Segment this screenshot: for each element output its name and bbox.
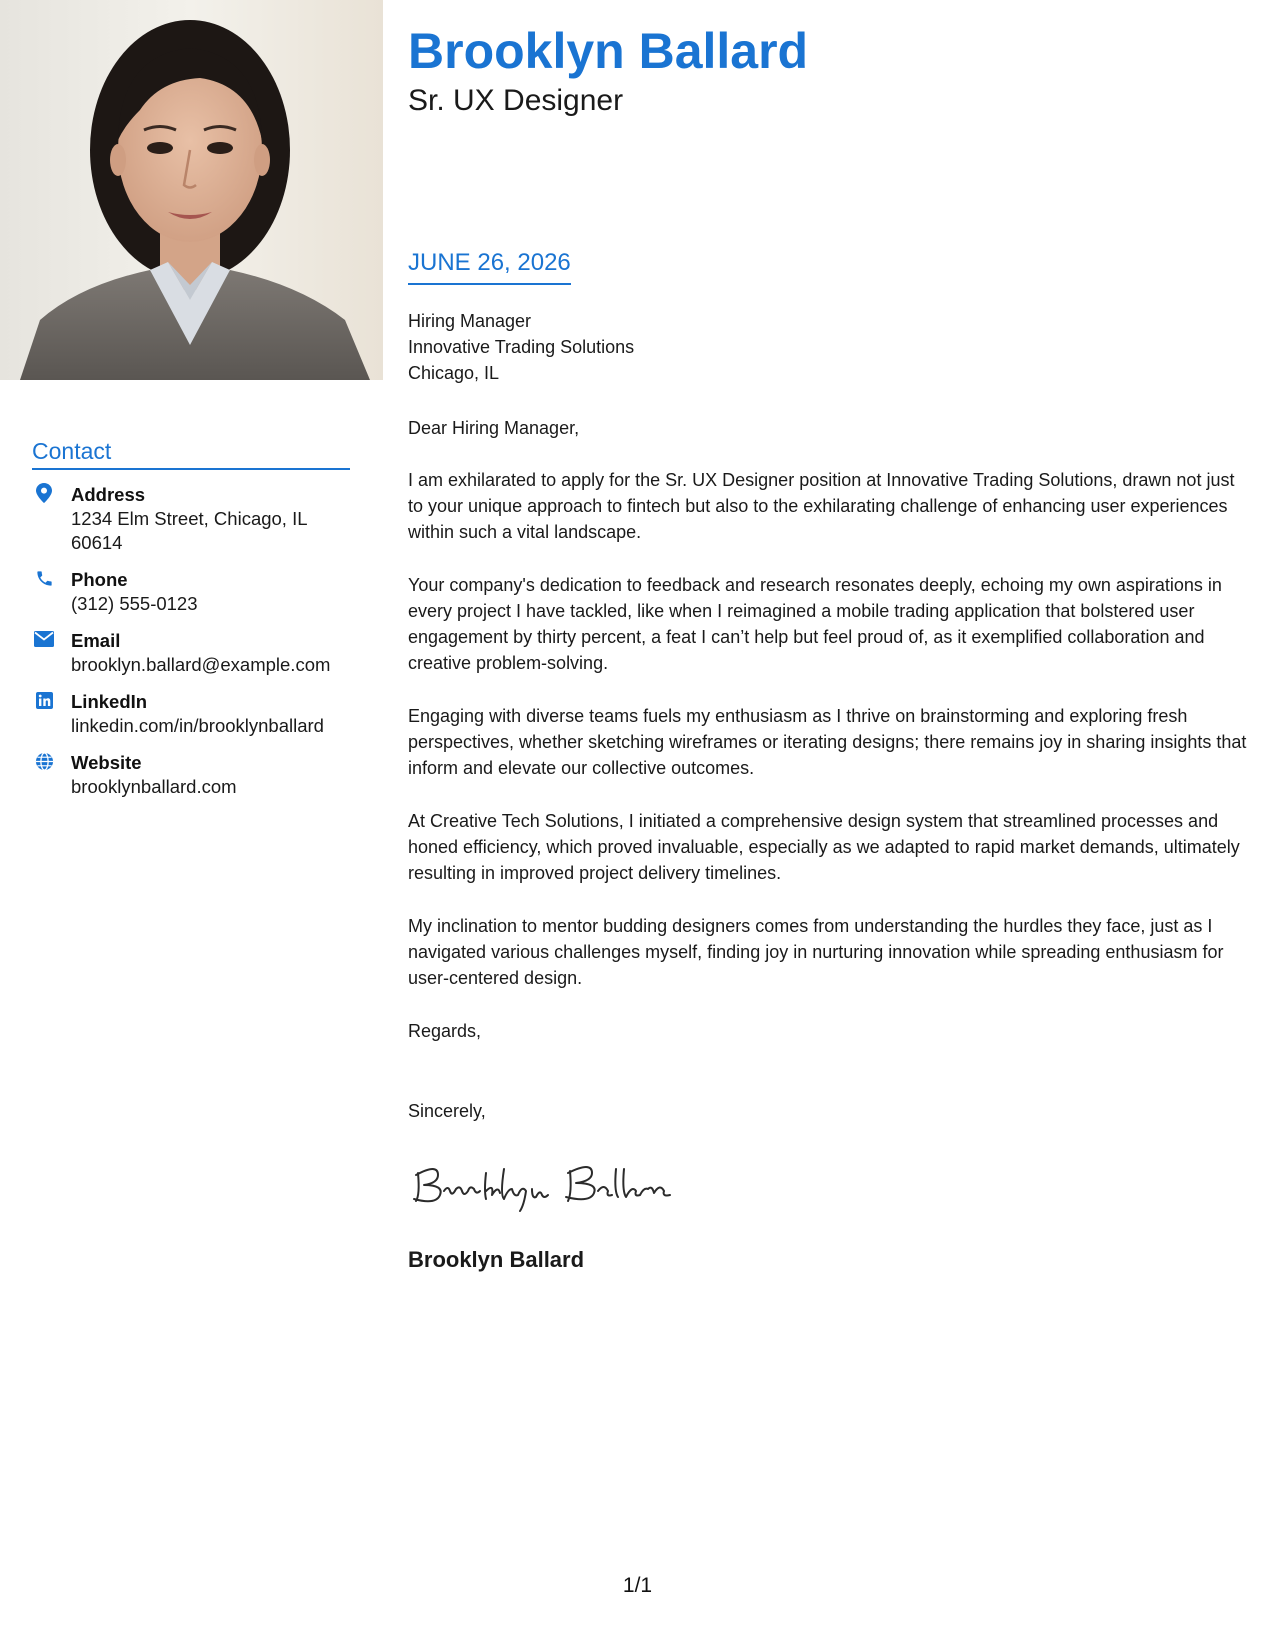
- recipient-line: Innovative Trading Solutions: [408, 337, 635, 357]
- address-value: 1234 Elm Street, Chicago, IL 60614: [71, 508, 307, 553]
- linkedin-icon: [34, 690, 54, 710]
- contact-heading: Contact: [32, 436, 350, 470]
- website-label: Website: [71, 752, 142, 773]
- contact-item-email: [32, 628, 362, 677]
- map-pin-icon: [34, 483, 54, 503]
- contact-list: [32, 482, 362, 811]
- salutation: Dear Hiring Manager,: [408, 418, 580, 438]
- letter-paragraph: My inclination to mentor budding designers comes from understanding the hurdles they face, just as I navigated various challenges myself, finding joy in nurturing innovation while spreading enthusiasm for user-centered design.: [408, 916, 1224, 988]
- applicant-title: Sr. UX Designer: [408, 84, 624, 117]
- closing: Regards,: [408, 1021, 482, 1041]
- sidebar: [0, 0, 383, 1650]
- phone-label: Phone: [71, 569, 128, 590]
- profile-photo: [0, 0, 383, 380]
- letter-paragraph: At Creative Tech Solutions, I initiated a comprehensive design system that streamlined processes and honed efficiency, which proved invaluable, especially as we adapted to rapid market demands, ultimately resulting in improved project delivery timelines.: [408, 811, 1240, 883]
- page-number: 1/1: [622, 1574, 653, 1597]
- email-icon: [34, 629, 54, 649]
- contact-item-website: [32, 750, 362, 799]
- linkedin-label: LinkedIn: [71, 691, 148, 712]
- recipient-line: Hiring Manager: [408, 311, 532, 331]
- signer-name: Brooklyn Ballard: [408, 1247, 585, 1272]
- contact-item-address: [32, 482, 362, 555]
- signature: [408, 1155, 708, 1215]
- sign-off: Sincerely,: [408, 1101, 486, 1121]
- globe-icon: [34, 751, 54, 771]
- email-value[interactable]: brooklyn.ballard@example.com: [71, 654, 331, 675]
- letter-date: JUNE 26, 2026: [408, 248, 571, 285]
- letter-body: [408, 415, 1253, 1018]
- address-label: Address: [71, 484, 146, 505]
- contact-item-phone: [32, 567, 362, 616]
- letter-paragraph: Your company's dedication to feedback and research resonates deeply, echoing my own aspirations in every project I have tackled, like when I reimagined a mobile trading application that bolstered user engagement by thirty percent, a feat I can’t help but feel proud of, as it exemplified collaboration and creative problem-solving.: [408, 575, 1222, 673]
- recipient-line: Chicago, IL: [408, 363, 500, 383]
- phone-value: (312) 555-0123: [71, 593, 198, 614]
- letter-paragraph: I am exhilarated to apply for the Sr. UX Designer position at Innovative Trading Solutions, drawn not just to your unique approach to fintech but also to the exhilarating challenge of enhancing user experiences within such a vital landscape.: [408, 470, 1235, 542]
- applicant-name: Brooklyn Ballard: [408, 23, 809, 79]
- contact-item-linkedin: [32, 689, 362, 738]
- email-label: Email: [71, 630, 121, 651]
- recipient-block: [408, 308, 634, 386]
- letter-paragraph: Engaging with diverse teams fuels my enthusiasm as I thrive on brainstorming and exploring fresh perspectives, whether sketching wireframes or iterating designs; there remains joy in sharing insights that inform and elevate our collective outcomes.: [408, 706, 1247, 778]
- linkedin-value[interactable]: linkedin.com/in/brooklynballard: [71, 715, 324, 736]
- phone-icon: [34, 568, 54, 588]
- website-value[interactable]: brooklynballard.com: [71, 776, 237, 797]
